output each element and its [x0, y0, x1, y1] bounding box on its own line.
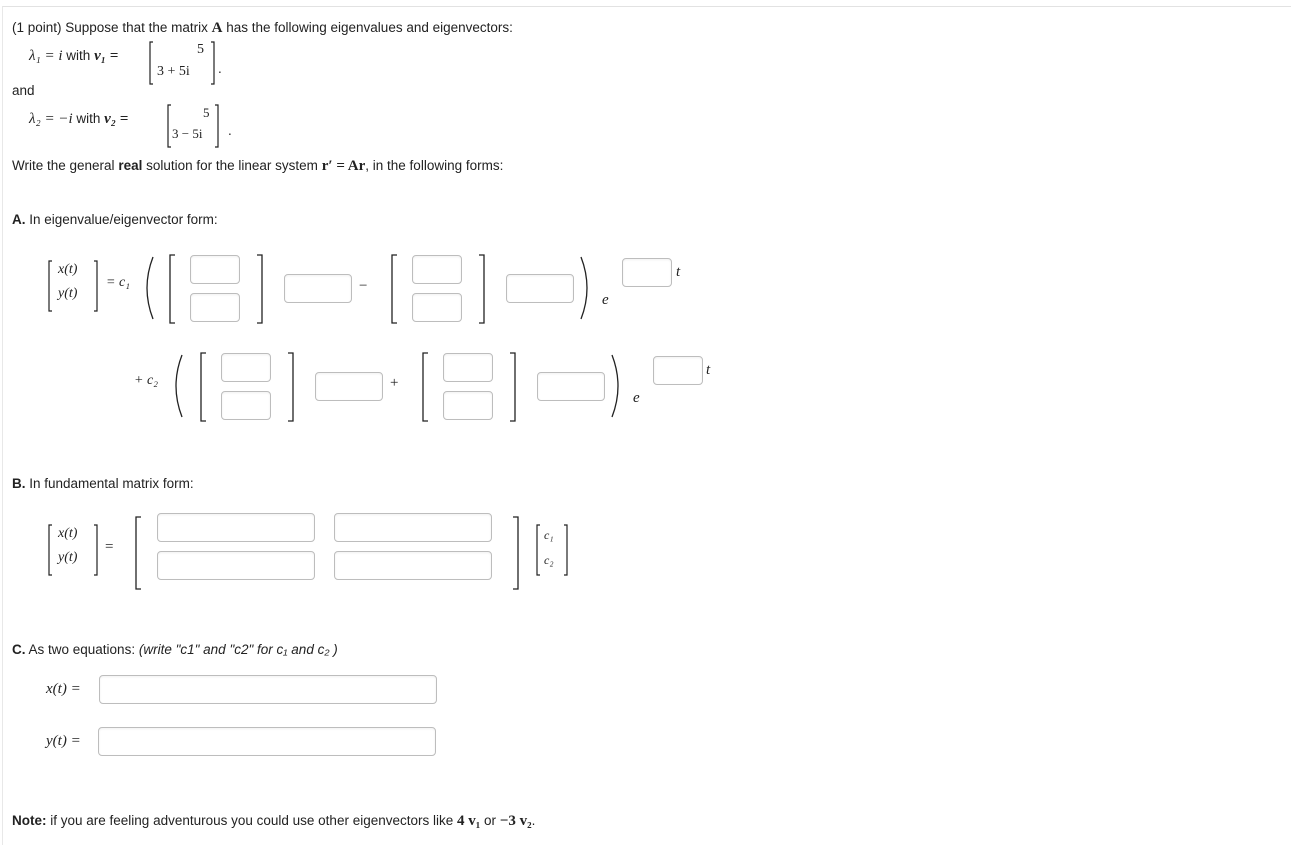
answer-a2-vec2-bottom[interactable] [443, 391, 493, 420]
eq-b: = [105, 539, 114, 555]
part-c-label: C. As two equations: (write "c1" and "c2" for c₁ and c₂ ) [12, 642, 338, 657]
answer-a1-vec1-top[interactable] [190, 255, 240, 284]
answer-a2-vec1-bottom[interactable] [221, 391, 271, 420]
answer-y-equation[interactable] [98, 727, 436, 756]
plus-sign: + [390, 375, 399, 391]
and-text: and [12, 83, 35, 98]
eigenpair-1: λ₁ = i with v₁ = [29, 48, 119, 64]
paren-close-1 [577, 255, 595, 321]
answer-a2-vec2-top[interactable] [443, 353, 493, 382]
v2-period: . [228, 123, 232, 138]
answer-a2-vec1-top[interactable] [221, 353, 271, 382]
answer-b-12[interactable] [334, 513, 492, 542]
v2-bottom: 3 − 5i [172, 126, 203, 141]
minus-sign: − [359, 278, 368, 294]
answer-b-22[interactable] [334, 551, 492, 580]
answer-a2-func2[interactable] [537, 372, 605, 401]
paren-open-1 [139, 255, 157, 321]
answer-a1-func1[interactable] [284, 274, 352, 303]
x-equation-label: x(t) = [46, 681, 81, 697]
v1-bottom: 3 + 5i [157, 64, 190, 79]
lhs-x-b: x(t) [58, 526, 78, 541]
exp-e-2: e [633, 390, 640, 406]
v1-period: . [218, 61, 222, 76]
lhs-y-b: y(t) [58, 550, 78, 565]
answer-b-11[interactable] [157, 513, 315, 542]
v2-top: 5 [203, 105, 210, 120]
answer-a1-func2[interactable] [506, 274, 574, 303]
answer-b-21[interactable] [157, 551, 315, 580]
part-a-label: A. In eigenvalue/eigenvector form: [12, 212, 218, 227]
answer-a1-vec2-top[interactable] [412, 255, 462, 284]
intro-text: (1 point) Suppose that the matrix A has the following eigenvalues and eigenvectors: [12, 20, 513, 36]
part-b-label: B. In fundamental matrix form: [12, 476, 194, 491]
y-equation-label: y(t) = [46, 733, 81, 749]
exp-t-1: t [676, 264, 681, 280]
instruction-text: Write the general real solution for the linear system r′ = Ar, in the following forms: [12, 158, 504, 174]
exp-t-2: t [706, 362, 711, 378]
v1-top: 5 [197, 42, 204, 57]
problem-panel [2, 6, 1291, 845]
answer-a1-vec2-bottom[interactable] [412, 293, 462, 322]
plus-c2: + c₂ [134, 373, 159, 388]
exp-e-1: e [602, 292, 609, 308]
answer-a1-vec1-bottom[interactable] [190, 293, 240, 322]
eq-c1: = c₁ [106, 275, 131, 290]
answer-a1-exponent[interactable] [622, 258, 672, 287]
lhs-x: x(t) [58, 262, 78, 277]
answer-a2-func1[interactable] [315, 372, 383, 401]
paren-close-2 [608, 353, 626, 419]
c2-symbol: c₂ [544, 553, 554, 567]
paren-open-2 [168, 353, 186, 419]
note-text: Note: if you are feeling adventurous you could use other eigenvectors like 4 v₁ or −3 v₂. [12, 813, 536, 829]
lhs-y: y(t) [58, 286, 78, 301]
answer-a2-exponent[interactable] [653, 356, 703, 385]
eigenpair-2: λ₂ = −i with v₂ = [29, 111, 129, 127]
c1-symbol: c₁ [544, 528, 554, 542]
answer-x-equation[interactable] [99, 675, 437, 704]
